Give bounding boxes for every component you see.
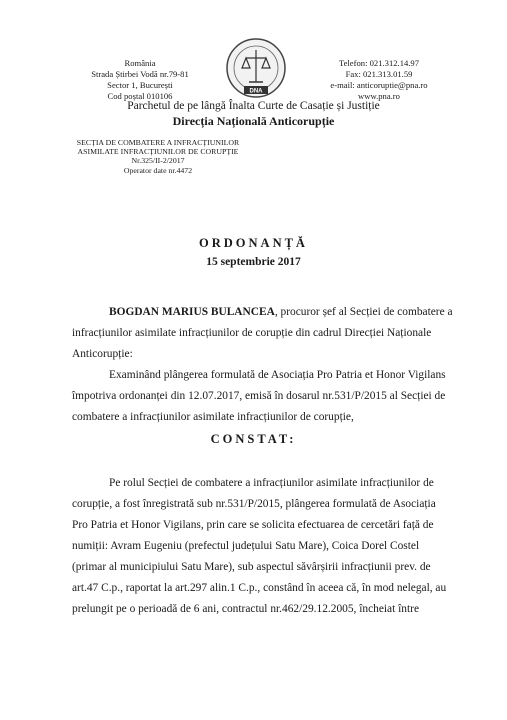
registration-number: Nr.325/II-2/2017 [131, 156, 185, 166]
contact-line: Telefon: 021.312.14.97 [338, 58, 420, 68]
examinand-line: Examinând plângerea formulată de Asociația Pro Patria et Honor Vigilans [109, 369, 446, 381]
body-line: prelungit pe o perioadă de 6 ani, contractul nr.462/29.12.2005, încheiat între [72, 603, 419, 615]
institution-name: Parchetul de pe lângă Înalta Curte de Casație și Justiție [127, 100, 380, 112]
registration-block [58, 138, 258, 175]
contact-line: Fax: 021.313.01.59 [345, 69, 413, 79]
body-line: art.47 C.p., raportat la art.297 alin.1 C.p., constând în aceea că, în mod nelegal, au [72, 582, 447, 594]
examinand-line: combatere a infracțiunilor asimilate infracțiunilor de corupție, [72, 411, 354, 423]
dna-emblem-icon [224, 36, 288, 100]
body-line: Pro Patria et Honor Vigilans, prin care se solicita efectuarea de cercetări față de [72, 519, 434, 531]
body-line: Pe rolul Secției de combatere a infracțiunilor asimilate infracțiunilor de [109, 477, 434, 489]
contact-line: www.pna.ro [358, 91, 400, 101]
intro-line: infracțiunilor asimilate infracțiunilor de corupție din cadrul Direcției Naționale [72, 327, 432, 339]
constat-heading: CONSTAT: [210, 432, 297, 446]
intro-line: Anticorupție: [72, 348, 133, 360]
contact-block [314, 58, 444, 102]
address-line: Sector 1, București [107, 80, 173, 90]
address-line: Cod poștal 010106 [107, 91, 173, 101]
body-line: numiții: Avram Eugeniu (prefectul județului Satu Mare), Coica Dorel Costel [72, 540, 420, 552]
address-line: Strada Știrbei Vodă nr.79-81 [91, 69, 189, 79]
section-line: SECȚIA DE COMBATERE A INFRACȚIUNILOR [76, 138, 240, 147]
section-line: ASIMILATE INFRACȚIUNILOR DE CORUPȚIE [77, 147, 239, 157]
document-title: ORDONANȚĂ [199, 236, 308, 250]
body-line: corupție, a fost înregistrată sub nr.531/P/2015, plângerea formulată de Asociația [72, 498, 436, 510]
address-line: România [124, 58, 156, 68]
operator-number: Operator date nr.4472 [123, 165, 193, 175]
directorate-name: Direcția Națională Anticorupție [172, 114, 335, 128]
prosecutor-name: BOGDAN MARIUS BULANCEA [109, 306, 275, 318]
body-line: (primar al municipiului Satu Mare), sub aspectul săvârșirii infracțiunii prev. de [72, 561, 431, 573]
contact-line: e-mail: anticoruptie@pna.ro [330, 80, 428, 90]
document-date: 15 septembrie 2017 [206, 256, 301, 268]
examinand-line: împotriva ordonanței din 12.07.2017, emisă în dosarul nr.531/P/2015 al Secției de [72, 390, 446, 402]
logo-text: DNA [249, 88, 263, 95]
address-block [70, 58, 210, 102]
intro-line [109, 306, 453, 318]
intro-text: , procuror șef al Secției de combatere a [274, 306, 453, 318]
